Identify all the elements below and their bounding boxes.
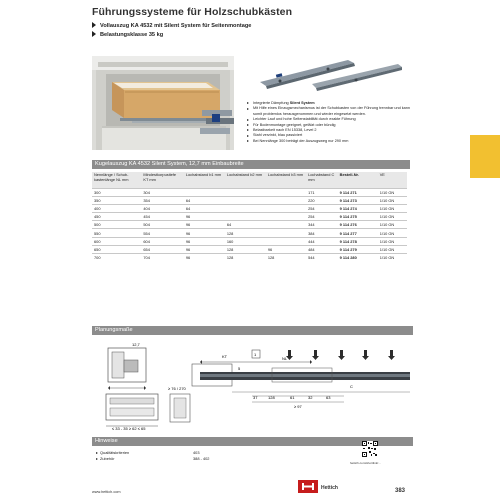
feature-item: Integrierte Dämpfung Silent System: [247, 101, 417, 106]
table-cell: 700: [92, 253, 141, 261]
table-cell: [225, 189, 266, 197]
triangle-bullet-icon: [247, 108, 249, 110]
dim-width-label: 12,7: [132, 342, 140, 347]
table-cell: 1/10 GN: [378, 213, 407, 221]
col-header-b2: Lochabstand b2 mm: [225, 172, 266, 189]
dim-37-label: 37: [253, 395, 258, 400]
footer-website-link[interactable]: www.hettich.com: [92, 490, 121, 494]
table-cell: 128: [225, 253, 266, 261]
product-table: [92, 172, 407, 261]
dim-63-label: 63: [326, 395, 331, 400]
page-title: Führungssysteme für Holzschubkästen: [92, 6, 293, 18]
table-cell: 9 114 275: [338, 213, 378, 221]
table-cell: 171: [306, 189, 338, 197]
brand-name: Hettich: [321, 485, 338, 491]
table-cell: [225, 213, 266, 221]
col-header-ve: VE: [378, 172, 407, 189]
subtitle-line-1: Vollauszug KA 4532 mit Silent System für Seitenmontage: [92, 22, 251, 29]
table-cell: 1/10 GN: [378, 253, 407, 261]
table-cell: 128: [225, 245, 266, 253]
table-header-row: [92, 172, 407, 189]
table-cell: 9 114 274: [338, 205, 378, 213]
table-cell: 650: [92, 245, 141, 253]
table-cell: [266, 189, 306, 197]
chapter-tab-marker: [470, 135, 500, 178]
table-cell: 1/10 GN: [378, 205, 407, 213]
dim-nl-label: NL: [282, 356, 288, 361]
col-header-korpustiefe: Mindestkorpustiefe KT mm: [141, 172, 183, 189]
table-cell: 160: [225, 237, 266, 245]
feature-item: Leichter Lauf und hohe Seitenstabilität durch exakte Führung: [247, 117, 417, 122]
table-cell: [266, 205, 306, 213]
table-cell: [266, 229, 306, 237]
triangle-bullet-icon: [247, 129, 249, 131]
col-header-b3: Lochabstand b3 mm: [266, 172, 306, 189]
hinweis-item-zubehoer: Zubehör: [96, 456, 115, 461]
dim-c-label: ≥ 97: [294, 404, 302, 409]
table-cell: [266, 213, 306, 221]
feature-item: Für Bodenmontage geeignet, gefälzt oder bündig: [247, 123, 417, 128]
drilling-markers: [286, 350, 395, 360]
table-cell: 96: [184, 253, 225, 261]
table-cell: 128: [266, 253, 306, 261]
qr-shortlink-text[interactable]: hettich.com/shortlink/...: [350, 461, 381, 465]
table-cell: 604: [141, 237, 183, 245]
col-header-b1: Lochabstand b1 mm: [184, 172, 225, 189]
triangle-bullet-icon: [96, 458, 98, 460]
feature-item: Bei Nennlänge 300 beträgt der Auszugsweg nur 290 mm: [247, 139, 417, 144]
table-cell: 600: [92, 237, 141, 245]
table-cell: 300: [92, 189, 141, 197]
page-number: 383: [395, 488, 406, 494]
dim-128-label: 128: [268, 395, 275, 400]
table-row: [92, 221, 407, 229]
triangle-bullet-icon: [247, 135, 249, 137]
triangle-bullet-icon: [96, 452, 98, 454]
technical-drawing: [92, 338, 412, 434]
table-cell: 1/10 GN: [378, 197, 407, 205]
table-cell: 9 114 279: [338, 245, 378, 253]
table-cell: 404: [141, 205, 183, 213]
table-row: [92, 189, 407, 197]
table-row: [92, 245, 407, 253]
triangle-bullet-icon: [247, 140, 249, 142]
dim-depth-label: ≥ 76 / 270: [168, 386, 186, 391]
triangle-bullet-icon: [92, 31, 96, 37]
triangle-bullet-icon: [247, 102, 249, 104]
table-cell: 9 114 280: [338, 253, 378, 261]
table-cell: 1/10 GN: [378, 245, 407, 253]
hinweise-band-title: Hinweise: [92, 437, 413, 446]
hinweis-value-qualitaet: 403: [193, 450, 200, 455]
table-cell: 704: [141, 253, 183, 261]
table-cell: 450: [92, 213, 141, 221]
table-cell: 9 114 276: [338, 221, 378, 229]
triangle-bullet-icon: [92, 22, 96, 28]
table-cell: 500: [92, 221, 141, 229]
table-cell: 654: [141, 245, 183, 253]
cross-section-drawing: [108, 348, 146, 390]
table-cell: [266, 221, 306, 229]
table-cell: 1/10 GN: [378, 237, 407, 245]
table-row: [92, 197, 407, 205]
table-row: [92, 229, 407, 237]
dim-bottom-label: ≤ 33 - 35 ≥ 62 ≤ 65: [112, 426, 146, 431]
table-cell: 96: [184, 229, 225, 237]
qr-code-icon[interactable]: [362, 441, 378, 457]
slide-detail-image: [196, 106, 238, 146]
feature-item: Stahl verzinkt, blau passiviert: [247, 133, 417, 138]
table-cell: 1/10 GN: [378, 189, 407, 197]
table-row: [92, 205, 407, 213]
table-cell: 304: [141, 189, 183, 197]
svg-text:1: 1: [254, 352, 257, 357]
planning-band-title: Planungsmaße: [92, 326, 413, 335]
table-cell: 128: [225, 229, 266, 237]
table-row: [92, 213, 407, 221]
front-section-drawing: [106, 394, 158, 426]
dim-kt-label: KT: [222, 354, 228, 359]
table-cell: [225, 205, 266, 213]
table-cell: 550: [92, 229, 141, 237]
table-cell: 444: [306, 237, 338, 245]
triangle-bullet-icon: [247, 119, 249, 121]
hinweis-value-zubehoer: 388 - 402: [193, 456, 210, 461]
table-cell: 254: [306, 213, 338, 221]
fixing-detail-drawing: [170, 394, 190, 422]
table-cell: 344: [306, 221, 338, 229]
slide-product-image: [256, 58, 404, 92]
table-cell: 484: [306, 245, 338, 253]
table-cell: 64: [184, 205, 225, 213]
table-cell: 9 114 273: [338, 197, 378, 205]
table-cell: 9 114 277: [338, 229, 378, 237]
col-header-c: Lochabstand C mm: [306, 172, 338, 189]
table-cell: 1/10 GN: [378, 221, 407, 229]
table-cell: [184, 189, 225, 197]
hinweis-item-qualitaet: Qualitätskriterien: [96, 450, 129, 455]
table-cell: 354: [141, 197, 183, 205]
subtitle-line-2: Belastungsklasse 35 kg: [92, 31, 163, 38]
table-cell: [266, 237, 306, 245]
table-cell: 554: [141, 229, 183, 237]
table-cell: [225, 197, 266, 205]
table-band-title: Kugelauszug KA 4532 Silent System, 12,7 mm Einbaubreite: [92, 160, 410, 169]
table-cell: 64: [184, 197, 225, 205]
table-cell: [266, 197, 306, 205]
table-cell: 9 114 271: [338, 189, 378, 197]
table-cell: 9 114 278: [338, 237, 378, 245]
table-cell: 384: [306, 229, 338, 237]
table-cell: 544: [306, 253, 338, 261]
table-cell: 96: [184, 245, 225, 253]
triangle-bullet-icon: [247, 124, 249, 126]
table-row: [92, 237, 407, 245]
table-cell: 504: [141, 221, 183, 229]
table-cell: 1/10 GN: [378, 229, 407, 237]
feature-item: Mit Hilfe eines Einzugsmechanismus ist der Schubkasten von der Führung trennbar und kann somit problemlos herausgenommen und wieder eingesetzt werden.: [247, 106, 417, 117]
table-cell: 220: [306, 197, 338, 205]
col-header-bestellnr: Bestell-Nr.: [338, 172, 378, 189]
table-cell: 96: [266, 245, 306, 253]
feature-list: [247, 101, 417, 144]
col-header-nennlaenge: Nennlänge / Schub-kastenlänge NL mm: [92, 172, 141, 189]
hettich-logo-icon: [298, 480, 318, 493]
table-cell: 454: [141, 213, 183, 221]
dim-small-label: 5: [238, 366, 241, 371]
table-cell: 96: [184, 213, 225, 221]
table-cell: 350: [92, 197, 141, 205]
dim-32-label: 32: [308, 395, 313, 400]
table-cell: 64: [225, 221, 266, 229]
table-cell: 96: [184, 221, 225, 229]
feature-item: Belastbarkeit nach EN 15338, Level 2: [247, 128, 417, 133]
table-row: [92, 253, 407, 261]
table-cell: 400: [92, 205, 141, 213]
dim-c2-label: C: [350, 384, 353, 389]
table-cell: 96: [184, 237, 225, 245]
dim-61-label: 61: [290, 395, 295, 400]
table-cell: 254: [306, 205, 338, 213]
